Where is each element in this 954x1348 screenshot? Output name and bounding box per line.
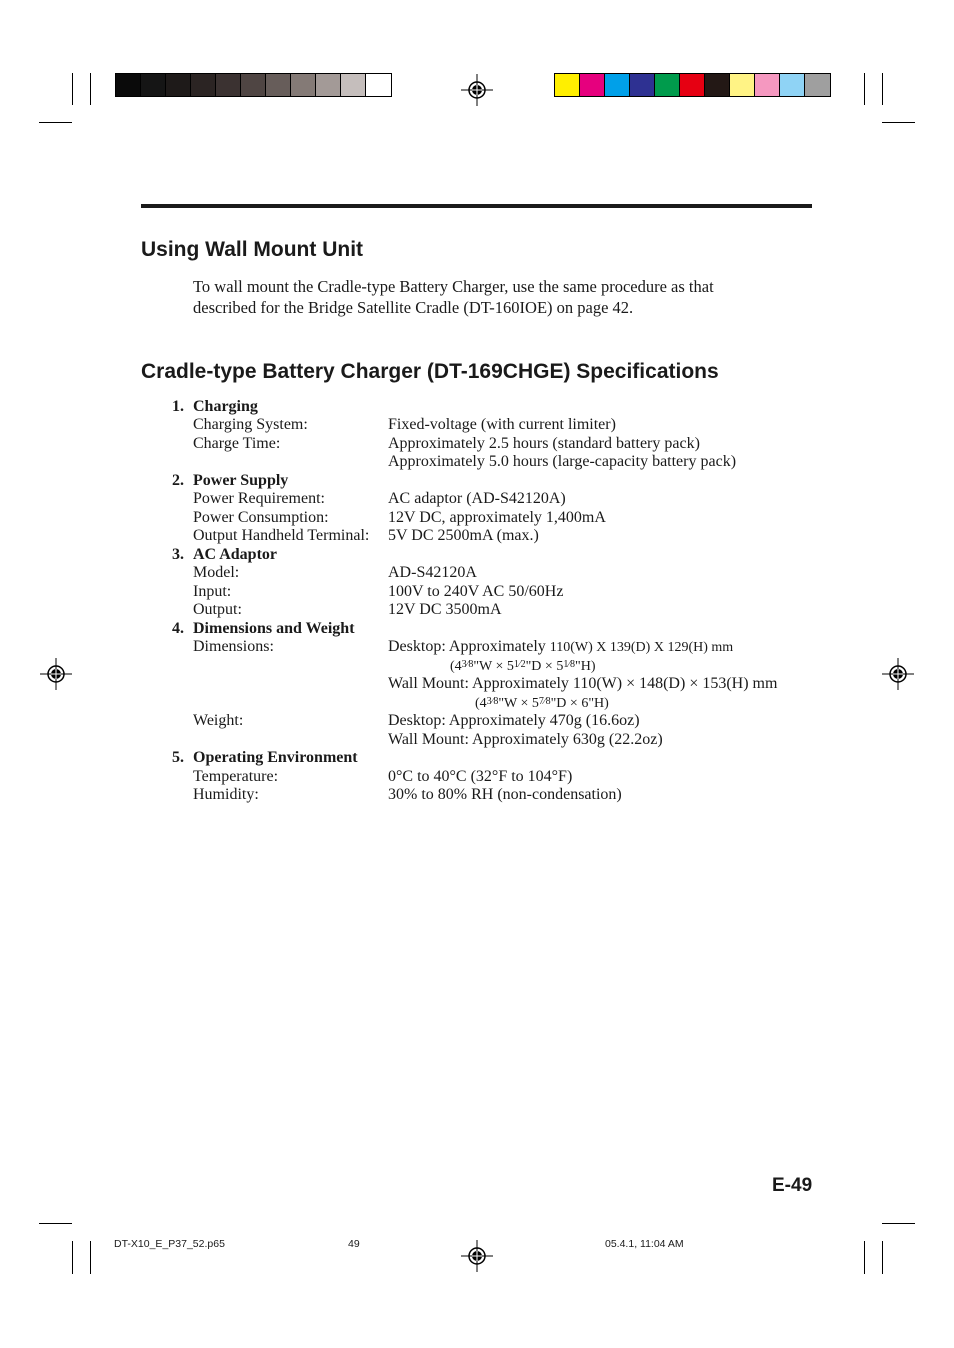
footer-page: 49 [348,1238,360,1250]
wall-mount-paragraph [193,276,793,318]
spec-value: Wall Mount: Approximately 110(W) × 148(D) × 153(H) mm [388,675,778,692]
color-swatch [655,74,680,96]
crop-mark [72,73,73,105]
grayscale-color-bar [115,73,392,97]
inch-fraction: 3⁄8 [461,659,474,670]
gray-swatch [266,74,291,96]
spec-value: 100V to 240V AC 50/60Hz [388,583,564,600]
gray-swatch [241,74,266,96]
gray-swatch [316,74,341,96]
spec-item-number: 1. [172,398,184,415]
crop-mark [72,1241,73,1274]
spec-label: Output Handheld Terminal: [193,527,370,544]
gray-swatch [216,74,241,96]
spec-label: Model: [193,564,240,581]
color-swatch [755,74,780,96]
gray-swatch [291,74,316,96]
spec-value: 0°C to 40°C (32°F to 104°F) [388,768,573,785]
footer-filename: DT-X10_E_P37_52.p65 [114,1238,225,1250]
spec-item-number: 5. [172,749,184,766]
crop-mark [882,1223,915,1224]
gray-swatch [366,74,391,96]
color-swatch [605,74,630,96]
page-number: E-49 [772,1175,813,1196]
spec-value: 30% to 80% RH (non-condensation) [388,786,622,803]
spec-item-title: Power Supply [193,472,289,489]
registration-mark-icon [40,658,72,690]
paragraph-line: described for the Bridge Satellite Cradle (DT-160IOE) on page 42. [193,298,634,317]
crop-mark [90,73,91,105]
registration-mark-icon [882,658,914,690]
spec-value-inches [475,693,609,713]
spec-label: Charging System: [193,416,308,433]
inch-fraction: 1⁄2 [513,659,526,670]
spec-value: 12V DC 3500mA [388,601,502,618]
gray-swatch [116,74,141,96]
color-swatch [705,74,730,96]
inch-text: "D × 6"H) [550,696,609,711]
spec-item-number: 4. [172,620,184,637]
section-heading-wall-mount: Using Wall Mount Unit [141,238,364,261]
process-color-bar [554,73,831,97]
color-swatch [780,74,805,96]
spec-value: Fixed-voltage (with current limiter) [388,416,616,433]
spec-value [388,638,733,657]
gray-swatch [166,74,191,96]
gray-swatch [141,74,166,96]
inch-text: (4 [450,659,462,674]
spec-label: Weight: [193,712,244,729]
inch-text: "H) [575,659,596,674]
spec-value: AD-S42120A [388,564,477,581]
color-swatch [680,74,705,96]
registration-mark-icon [461,74,493,106]
color-swatch [555,74,580,96]
gray-swatch [341,74,366,96]
crop-mark [882,122,915,123]
spec-item-title: Dimensions and Weight [193,620,355,637]
spec-label: Charge Time: [193,435,281,452]
spec-value-mm: 110(W) X 139(D) X 129(H) mm [549,640,734,655]
crop-mark [864,73,865,105]
inch-text: (4 [475,696,487,711]
gray-swatch [191,74,216,96]
paragraph-line: To wall mount the Cradle-type Battery Charger, use the same procedure as that [193,277,714,296]
color-swatch [630,74,655,96]
inch-text: "W × 5 [473,659,514,674]
spec-item-title: Charging [193,398,258,415]
spec-value: Approximately 5.0 hours (large-capacity battery pack) [388,453,737,470]
spec-value: Approximately 2.5 hours (standard battery pack) [388,435,700,452]
spec-label: Dimensions: [193,638,274,655]
crop-mark [90,1241,91,1274]
color-swatch [730,74,755,96]
registration-mark-icon [461,1240,493,1272]
spec-item-number: 3. [172,546,184,563]
spec-value-prefix: Desktop: Approximately [388,638,550,655]
spec-value: 12V DC, approximately 1,400mA [388,509,606,526]
color-swatch [805,74,830,96]
spec-label: Power Requirement: [193,490,325,507]
spec-label: Output: [193,601,242,618]
inch-text: "D × 5 [525,659,564,674]
crop-mark [882,73,883,105]
spec-item-title: AC Adaptor [193,546,278,563]
section-heading-specifications: Cradle-type Battery Charger (DT-169CHGE) Specifications [141,360,719,383]
inch-fraction: 1⁄8 [563,659,575,670]
footer-timestamp: 05.4.1, 11:04 AM [605,1238,684,1250]
spec-value: Desktop: Approximately 470g (16.6oz) [388,712,640,729]
spec-label: Temperature: [193,768,279,785]
spec-item-number: 2. [172,472,184,489]
spec-value: AC adaptor (AD-S42120A) [388,490,566,507]
crop-mark [864,1241,865,1274]
spec-label: Power Consumption: [193,509,329,526]
spec-value: 5V DC 2500mA (max.) [388,527,539,544]
inch-text: "W × 5 [498,696,539,711]
crop-mark [39,1223,72,1224]
crop-mark [39,122,72,123]
spec-label: Humidity: [193,786,259,803]
inch-fraction: 7⁄8 [538,696,551,707]
header-rule [141,204,812,208]
color-swatch [580,74,605,96]
inch-fraction: 3⁄8 [486,696,499,707]
crop-mark [882,1241,883,1274]
spec-item-title: Operating Environment [193,749,358,766]
spec-value: Wall Mount: Approximately 630g (22.2oz) [388,731,663,748]
spec-value-inches [450,656,596,676]
spec-label: Input: [193,583,232,600]
